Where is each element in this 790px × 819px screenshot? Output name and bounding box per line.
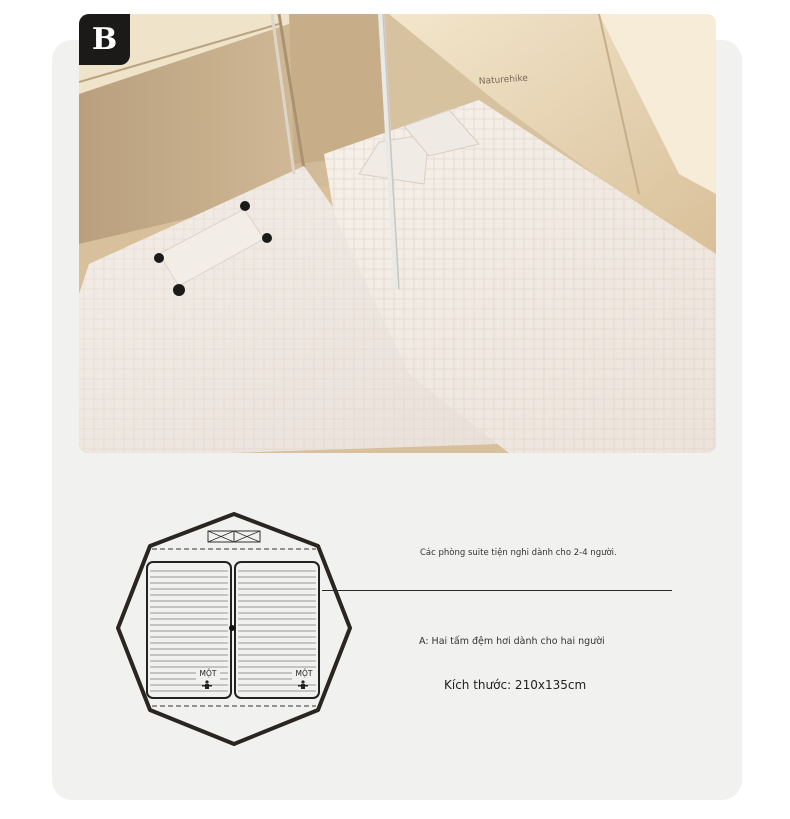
tent-floor-plan-diagram [114, 510, 354, 748]
suite-capacity-note: Các phòng suite tiện nghi dành cho 2-4 người. [420, 548, 617, 558]
mattress-description: A: Hai tấm đệm hơi dành cho hai người [419, 636, 605, 647]
door-vent-icon [208, 531, 260, 542]
callout-line [322, 590, 672, 591]
mattress-right [235, 562, 319, 698]
mattress-right-label: MỘT [295, 669, 313, 678]
mattress-left [147, 562, 231, 698]
pole-marker [229, 625, 235, 631]
mattress-left-label: MỘT [199, 669, 217, 678]
tent-photo-illustration [79, 14, 716, 453]
section-badge: B [79, 14, 130, 65]
mattress-size: Kích thước: 210x135cm [444, 678, 587, 692]
svg-text:Naturehike: Naturehike [478, 73, 529, 87]
tent-interior-photo [79, 14, 716, 453]
